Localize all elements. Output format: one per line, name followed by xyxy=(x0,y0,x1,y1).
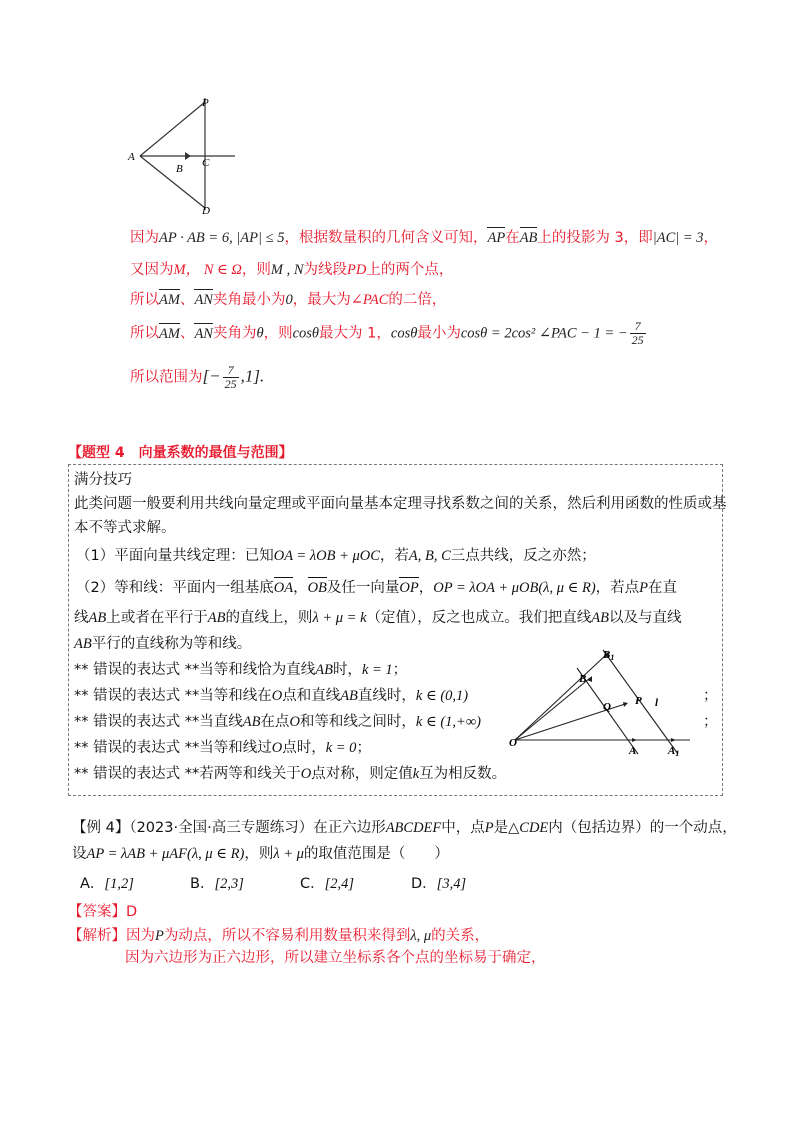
option-A[interactable]: A．[1,2] xyxy=(80,876,134,892)
tips-e3-end: ； xyxy=(703,714,718,730)
tips-e2: ** 错误的表达式 **当等和线在O点和直线AB直线时，k ∈ (0,1) xyxy=(74,688,469,704)
fig2-label-A1: A1 xyxy=(668,745,680,758)
tips-p3: （2）等和线：平面内一组基底OA，OB及任一向量OP，OP = λOA + μOB(λ, μ ∈ R)，若点P在直 xyxy=(76,580,678,596)
equal-sum-line-figure xyxy=(505,642,705,762)
fig2-label-B1: B1 xyxy=(603,649,615,662)
label-P: P xyxy=(202,97,209,109)
fig2-label-A: A xyxy=(629,745,637,757)
tips-p2: （1）平面向量共线定理：已知OA = λOB + μOC，若A, B, C三点共线，反之亦然； xyxy=(76,548,596,564)
solution-line-3: 所以AM、AN夹角最小为0，最大为∠PAC的二倍， xyxy=(130,292,447,308)
fig2-label-Q: Q xyxy=(603,701,611,713)
example-line-1: 【例 4】（2023·全国·高三专题练习）在正六边形ABCDEF中，点P是△CDE内（包括边界）的一个动点， xyxy=(72,820,737,836)
fig2-label-l: l xyxy=(655,697,659,709)
tips-e4: ** 错误的表达式 **当等和线过O点时，k = 0； xyxy=(74,740,371,756)
solution-line-4: 所以AM、AN夹角为θ，则cosθ最大为 1，cosθ最小为cosθ = 2cos² ∠PAC − 1 = − $\frac{7}{25}$ xyxy=(130,319,644,347)
option-D[interactable]: D．[3,4] xyxy=(411,876,467,892)
tips-heading: 满分技巧 xyxy=(74,472,132,488)
label-C: C xyxy=(202,157,210,169)
section-title: 【题型 4 向量系数的最值与范围】 xyxy=(68,445,293,461)
fig2-label-P: P xyxy=(635,695,642,707)
solution-line-5: 所以范围为[− $\frac{7}{25}$ ,1]. xyxy=(130,363,265,391)
solution-line-2: 又因为M， N ∈ Ω，则M , N为线段PD上的两个点， xyxy=(130,262,454,278)
solution-line-1: 因为AP · AB = 6, |AP| ≤ 5，根据数量积的几何含义可知，AP在AB上的投影为 3，即|AC| = 3， xyxy=(130,230,719,246)
label-D: D xyxy=(202,205,210,217)
option-C[interactable]: C．[2,4] xyxy=(300,876,355,892)
fig2-label-B: B xyxy=(579,673,587,685)
tips-e3: ** 错误的表达式 **当直线AB在点O和等和线之间时，k ∈ (1,+∞) xyxy=(74,714,481,730)
answer-line: 【答案】D xyxy=(68,904,138,920)
tips-p1b: 本不等式求解。 xyxy=(74,520,176,536)
tips-e5: ** 错误的表达式 **若两等和线关于O点对称，则定值k互为相反数。 xyxy=(74,766,507,782)
label-B: B xyxy=(176,163,183,175)
triangle-figure xyxy=(120,90,250,220)
option-B[interactable]: B．[2,3] xyxy=(190,876,244,892)
example-line-2: 设AP = λAB + μAF(λ, μ ∈ R)，则λ + μ的取值范围是（ ） xyxy=(72,846,449,862)
tips-e2-end: ； xyxy=(703,688,718,704)
tips-p1: 此类问题一般要利用共线向量定理或平面向量基本定理寻找系数之间的关系，然后利用函数的性质或基 xyxy=(74,496,727,512)
tips-p4: 线AB上或者在平行于AB的直线上，则λ + μ = k（定值），反之也成立。我们把直线AB以及与直线 xyxy=(74,610,682,626)
analysis-line-1: 【解析】因为P为动点，所以不容易利用数量积来得到λ, μ的关系， xyxy=(68,928,490,944)
fig2-label-O: O xyxy=(509,737,517,749)
tips-p5: AB平行的直线称为等和线。 xyxy=(74,636,252,652)
analysis-line-2: 因为六边形为正六边形，所以建立坐标系各个点的坐标易于确定， xyxy=(125,950,546,966)
tips-e1: ** 错误的表达式 **当等和线恰为直线AB时，k = 1； xyxy=(74,662,408,678)
label-A: A xyxy=(128,151,135,163)
